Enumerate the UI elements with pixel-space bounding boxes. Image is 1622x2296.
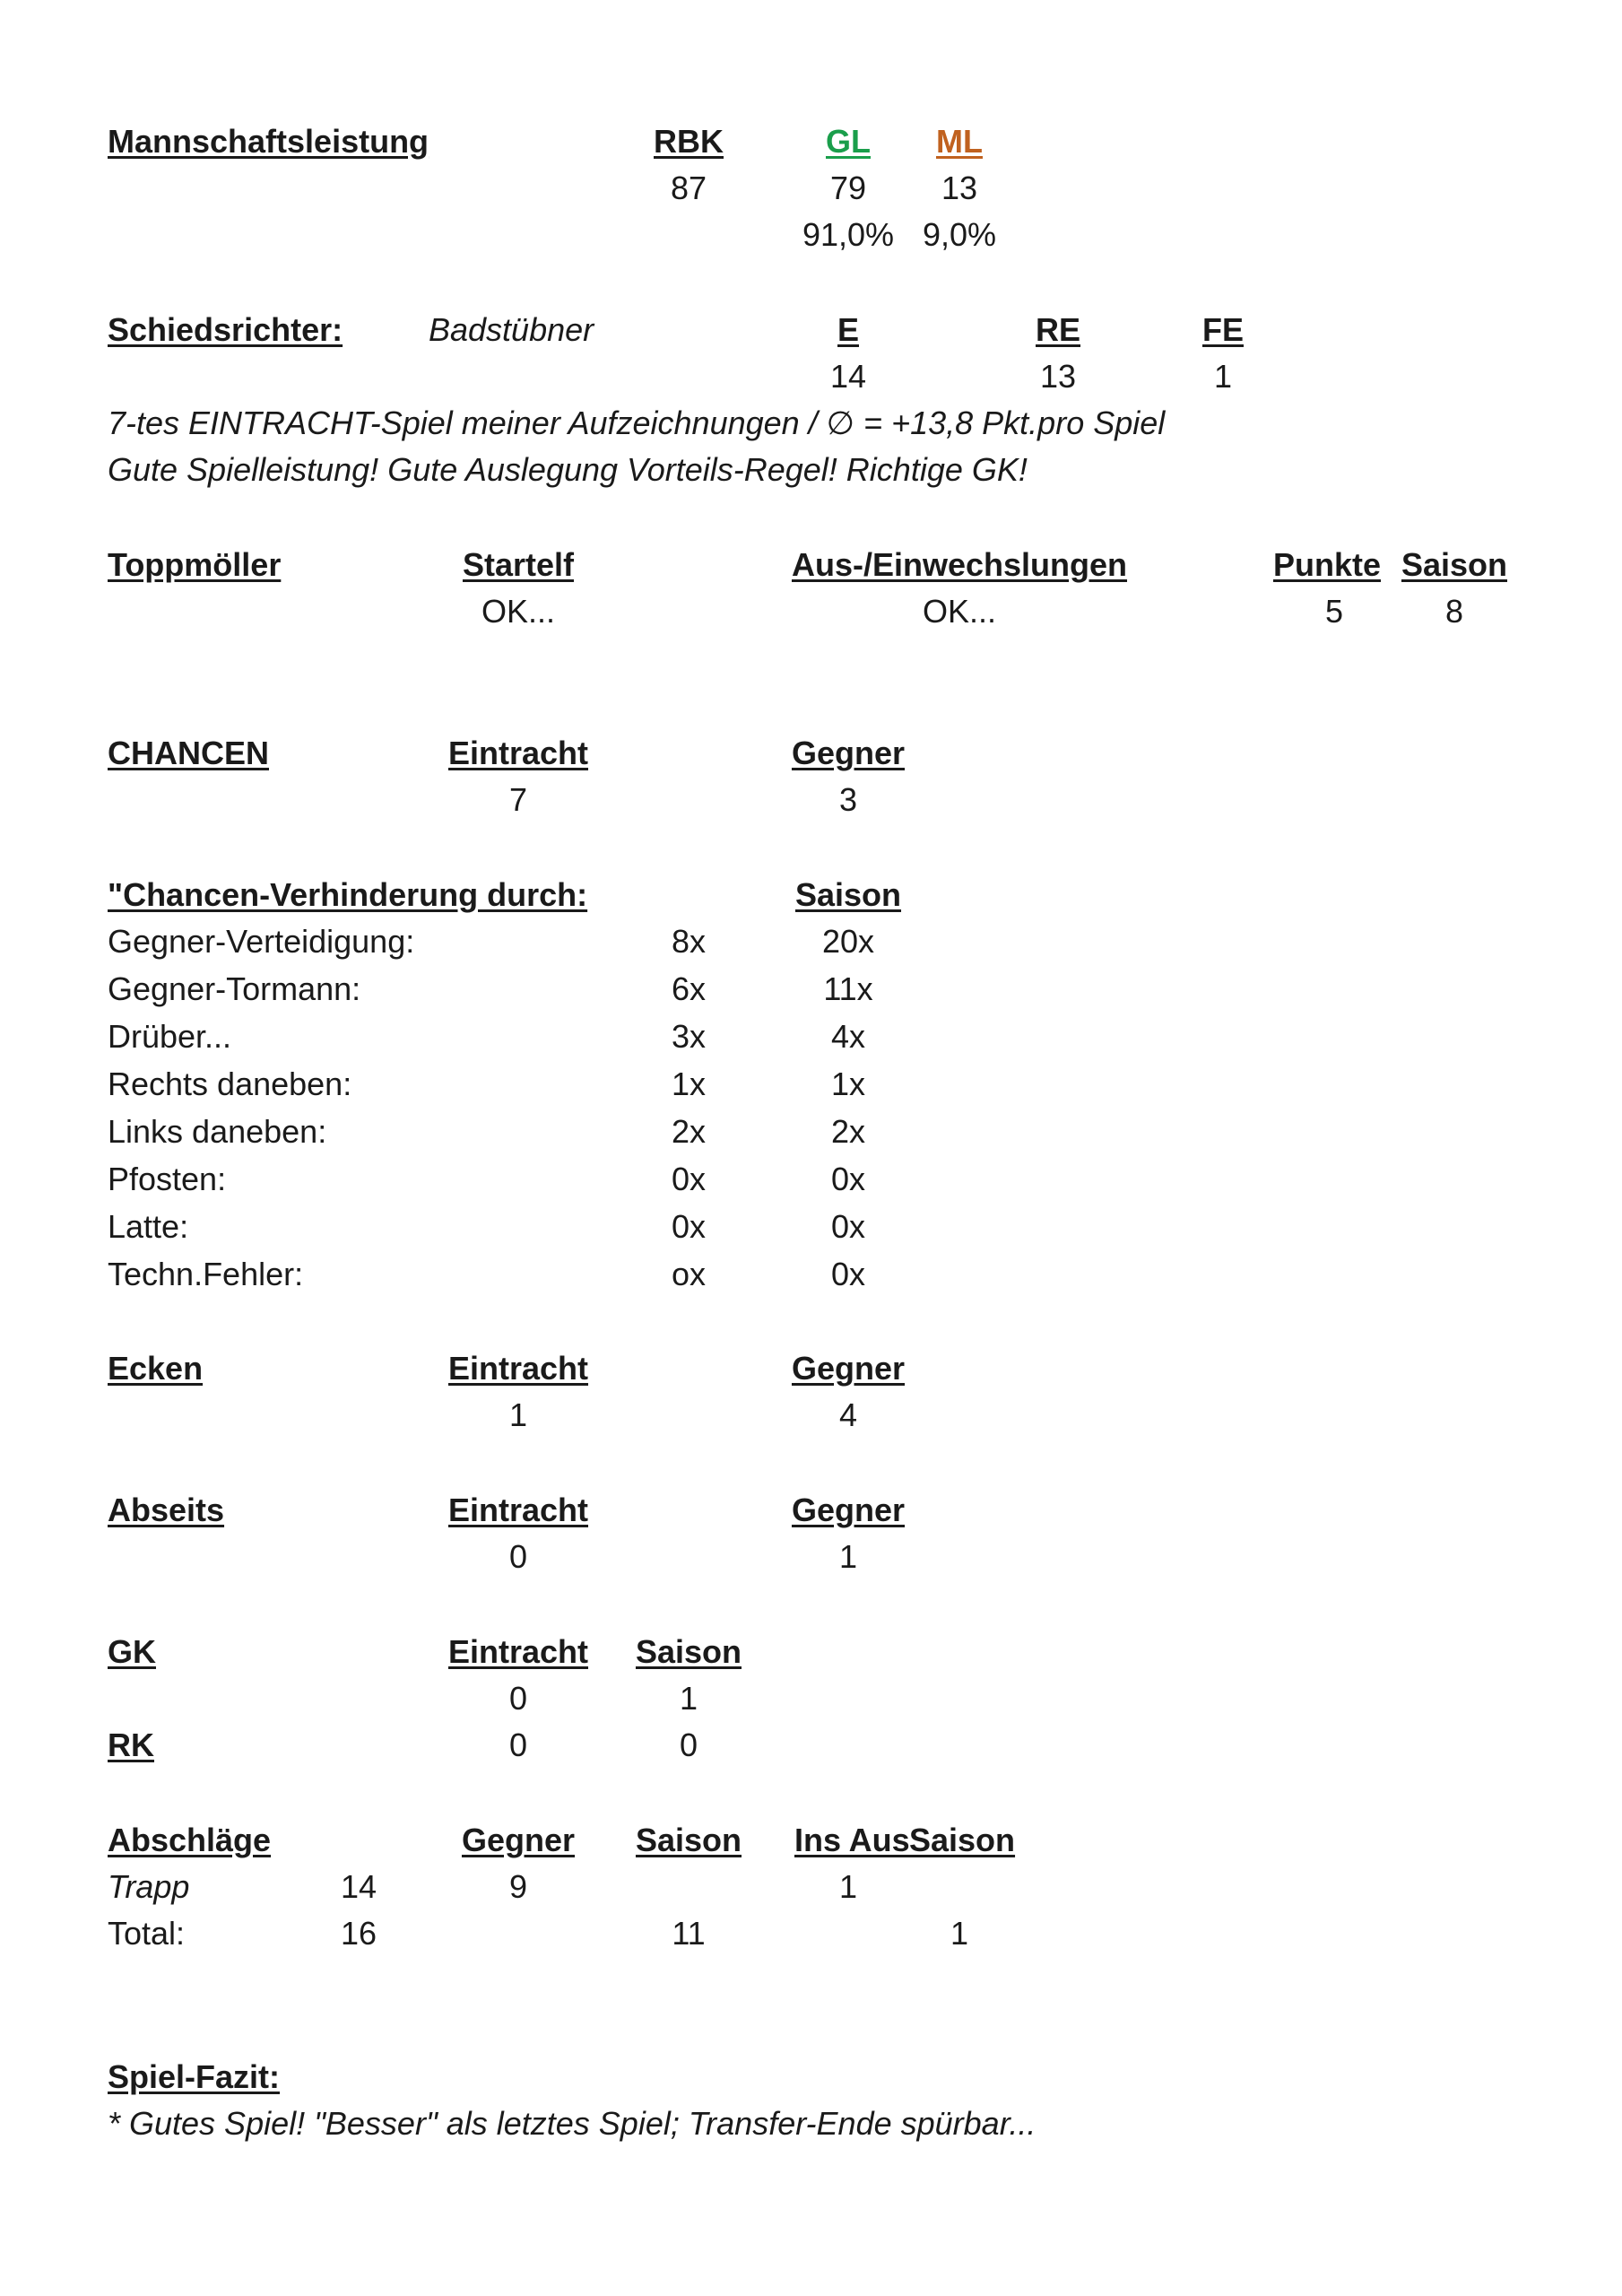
prevention-row-game: 0x — [671, 1208, 707, 1245]
kicks-heading: Abschläge — [108, 1822, 272, 1858]
trapp-gegner-value: 9 — [508, 1868, 528, 1905]
prevention-row-season: 1x — [830, 1065, 866, 1102]
fe-value: 1 — [1213, 358, 1233, 395]
prevention-row-season: 0x — [830, 1256, 866, 1292]
gl-value: 79 — [829, 170, 867, 206]
total-value: 16 — [340, 1915, 377, 1952]
prevention-row-label: Techn.Fehler: — [108, 1256, 304, 1292]
prevention-saison-header: Saison — [794, 876, 902, 913]
coach-saison-value: 8 — [1444, 593, 1464, 630]
ml-value: 13 — [941, 170, 978, 206]
fe-header: FE — [1201, 311, 1245, 348]
prevention-row-game: 1x — [671, 1065, 707, 1102]
offside-gegner-value: 1 — [838, 1538, 858, 1575]
corners-eintracht-header: Eintracht — [447, 1350, 589, 1387]
summary-text: * Gutes Spiel! "Besser" als letztes Spiel; Transfer-Ende spürbar... — [108, 2105, 1037, 2142]
kicks-saison-header: Saison — [635, 1822, 742, 1858]
trapp-ins-aus-value: 1 — [838, 1868, 858, 1905]
cards-saison-header: Saison — [635, 1633, 742, 1670]
prevention-row-label: Pfosten: — [108, 1161, 227, 1197]
e-header: E — [837, 311, 860, 348]
gk-saison-value: 1 — [679, 1680, 698, 1717]
re-value: 13 — [1039, 358, 1077, 395]
re-header: RE — [1035, 311, 1081, 348]
kicks-ins-aus-header: Ins Aus — [794, 1822, 910, 1858]
gl-header: GL — [826, 123, 871, 160]
trapp-label: Trapp — [108, 1868, 190, 1905]
prevention-row-season: 4x — [830, 1018, 866, 1055]
referee-note-2: Gute Spielleistung! Gute Auslegung Vorteils-Regel! Richtige GK! — [108, 451, 1028, 488]
ml-header: ML — [936, 123, 983, 160]
prevention-row-label: Links daneben: — [108, 1113, 327, 1150]
offside-gegner-header: Gegner — [791, 1492, 906, 1528]
rbk-header: RBK — [654, 123, 724, 160]
startelf-value: OK... — [481, 593, 556, 630]
corners-heading: Ecken — [108, 1350, 204, 1387]
prevention-row-game: 8x — [671, 923, 707, 960]
punkte-header: Punkte — [1272, 546, 1382, 583]
chances-eintracht-value: 7 — [508, 781, 528, 818]
substitutions-header: Aus-/Einwechslungen — [791, 546, 1128, 583]
referee-name: Badstübner — [429, 311, 594, 348]
summary-heading: Spiel-Fazit: — [108, 2058, 281, 2095]
prevention-row-label: Rechts daneben: — [108, 1065, 352, 1102]
gk-heading: GK — [108, 1633, 156, 1670]
prevention-row-game: 3x — [671, 1018, 707, 1055]
punkte-value: 5 — [1324, 593, 1344, 630]
rk-eintracht-value: 0 — [508, 1726, 528, 1763]
offside-eintracht-value: 0 — [508, 1538, 528, 1575]
prevention-row-season: 11x — [823, 970, 873, 1007]
coach-heading: Toppmöller — [108, 546, 282, 583]
offside-heading: Abseits — [108, 1492, 225, 1528]
chances-gegner-header: Gegner — [791, 735, 906, 771]
cards-eintracht-header: Eintracht — [447, 1633, 589, 1670]
kicks-gegner-header: Gegner — [461, 1822, 576, 1858]
startelf-header: Startelf — [462, 546, 575, 583]
corners-eintracht-value: 1 — [508, 1396, 528, 1433]
prevention-row-game: 6x — [671, 970, 707, 1007]
prevention-heading: "Chancen-Verhinderung durch: — [108, 876, 588, 913]
prevention-row-label: Drüber... — [108, 1018, 232, 1055]
trapp-value: 14 — [340, 1868, 377, 1905]
prevention-row-label: Gegner-Tormann: — [108, 970, 361, 1007]
e-value: 14 — [829, 358, 867, 395]
total-label: Total: — [108, 1915, 186, 1952]
gk-eintracht-value: 0 — [508, 1680, 528, 1717]
prevention-row-season: 0x — [830, 1161, 866, 1197]
total-saison2-value: 1 — [950, 1915, 969, 1952]
rbk-value: 87 — [670, 170, 707, 206]
offside-eintracht-header: Eintracht — [447, 1492, 589, 1528]
prevention-row-season: 20x — [821, 923, 875, 960]
prevention-row-label: Latte: — [108, 1208, 189, 1245]
chances-heading: CHANCEN — [108, 735, 269, 771]
team-performance-heading: Mannschaftsleistung — [108, 123, 429, 160]
corners-gegner-header: Gegner — [791, 1350, 906, 1387]
prevention-row-label: Gegner-Verteidigung: — [108, 923, 415, 960]
rk-heading: RK — [108, 1726, 154, 1763]
rk-saison-value: 0 — [679, 1726, 698, 1763]
prevention-row-season: 2x — [830, 1113, 866, 1150]
ml-percent: 9,0% — [922, 216, 997, 253]
kicks-saison2-header: Saison — [909, 1822, 1016, 1858]
substitutions-value: OK... — [922, 593, 997, 630]
prevention-row-game: 0x — [671, 1161, 707, 1197]
prevention-row-season: 0x — [830, 1208, 866, 1245]
prevention-row-game: ox — [671, 1256, 707, 1292]
referee-heading: Schiedsrichter: — [108, 311, 343, 348]
total-saison-value: 11 — [672, 1915, 706, 1952]
prevention-row-game: 2x — [671, 1113, 707, 1150]
referee-note-1: 7-tes EINTRACHT-Spiel meiner Aufzeichnungen / ∅ = +13,8 Pkt.pro Spiel — [108, 404, 1166, 441]
corners-gegner-value: 4 — [838, 1396, 858, 1433]
chances-gegner-value: 3 — [838, 781, 858, 818]
coach-saison-header: Saison — [1401, 546, 1508, 583]
chances-eintracht-header: Eintracht — [447, 735, 589, 771]
gl-percent: 91,0% — [802, 216, 895, 253]
